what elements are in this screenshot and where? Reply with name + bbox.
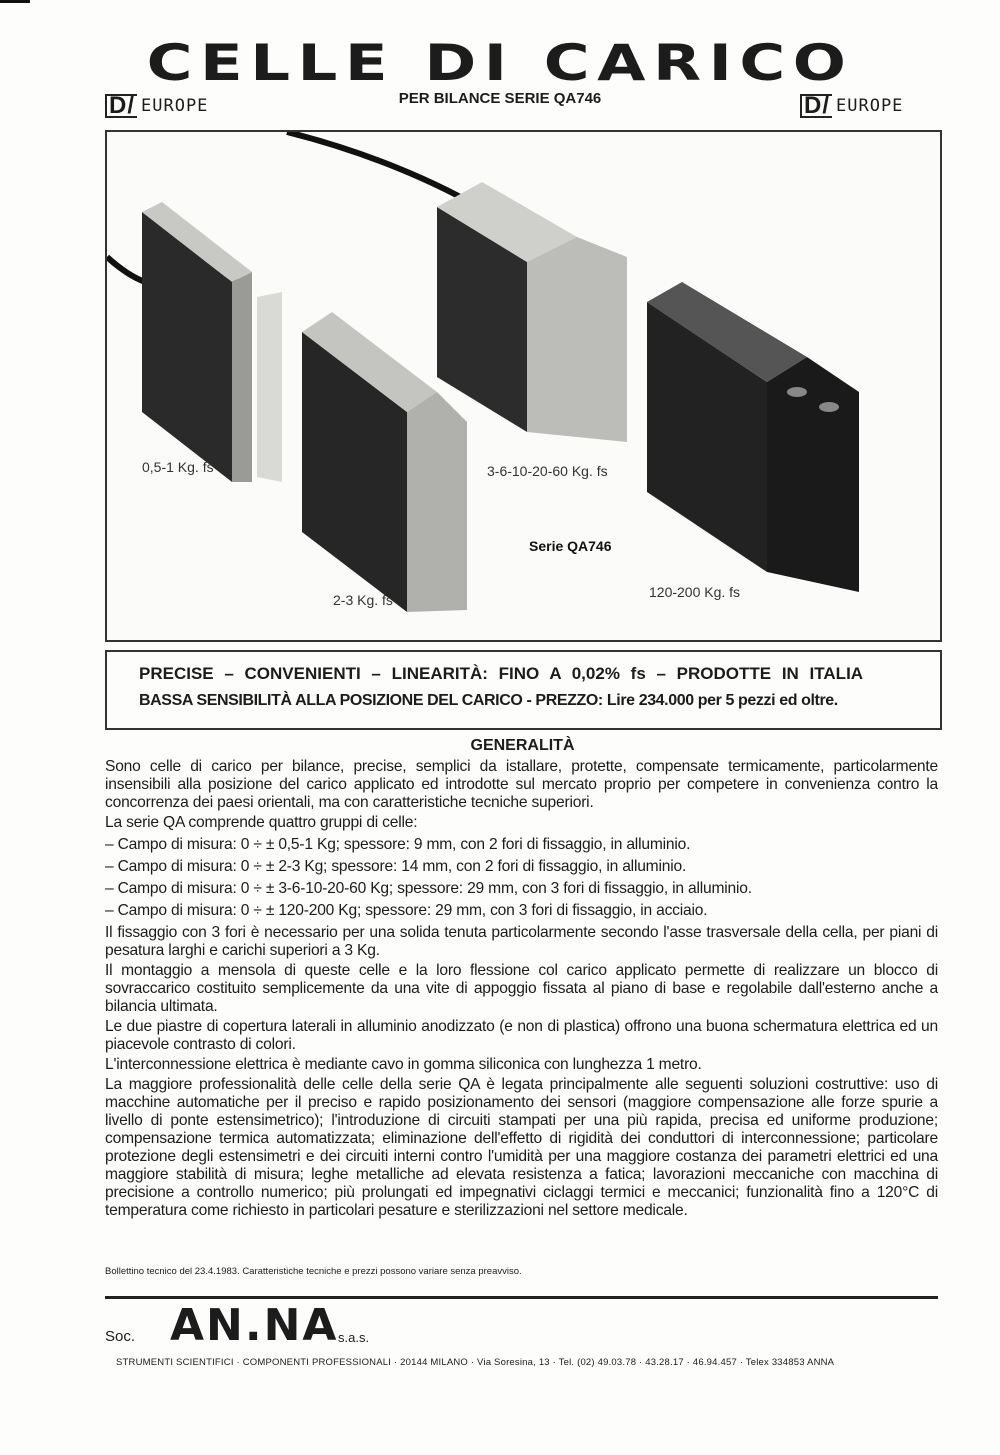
banner-line-1: PRECISE – CONVENIENTI – LINEARITÀ: FINO A 0,02% fs – PRODOTTE IN ITALIA [139, 664, 864, 683]
scan-edge [0, 0, 30, 3]
load-cell-small [142, 202, 282, 482]
page-title: CELLE DI CARICO [146, 34, 854, 92]
product-photo [105, 130, 942, 642]
label-large-cell: 3-6-10-20-60 Kg. fs [487, 463, 608, 479]
load-cell-large [437, 182, 627, 442]
paragraph: Le due piastre di copertura laterali in alluminio anodizzato (e non di plastica) offrono una buona schermatura elettrica ed un piacevole contrasto di colori. [105, 1018, 938, 1053]
logo-right [800, 94, 903, 118]
label-small-cell: 0,5-1 Kg. fs [142, 459, 214, 475]
footer-soc: Soc. [105, 1328, 136, 1345]
label-series: Serie QA746 [529, 538, 612, 554]
label-steel-cell: 120-200 Kg. fs [649, 584, 741, 600]
company-suffix: s.a.s. [338, 1330, 370, 1345]
company-address: STRUMENTI SCIENTIFICI · COMPONENTI PROFESSIONALI · 20144 MILANO · Via Soresina, 13 · Tel. (02) 49.03.78 · 43.28.17 · 46.94.457 · Telex 334853 ANNA [116, 1357, 835, 1368]
logo-mark: D/ [105, 94, 137, 118]
logo-text: EUROPE [141, 96, 209, 116]
company-logo: AN.NA [170, 1300, 339, 1351]
divider [105, 1296, 938, 1299]
body-text [105, 758, 938, 1222]
logo-mark: D/ [800, 94, 832, 118]
intro-paragraph: Sono celle di carico per bilance, precise, semplici da istallare, protette, compensate termicamente, particolarmente insensibili alla posizione del carico applicato ed introdotte sul mercato proprio per competere in convenienza contro la concorrenza dei paesi orientali, ma con caratteristiche tecniche superiori. [105, 758, 938, 811]
label-medium-cell: 2-3 Kg. fs [333, 592, 393, 608]
groups-intro: La serie QA comprende quattro gruppi di celle: [105, 814, 418, 831]
banner-line-2: BASSA SENSIBILITÀ ALLA POSIZIONE DEL CARICO - PREZZO: Lire 234.000 per 5 pezzi ed oltre. [139, 692, 838, 709]
group-item: – Campo di misura: 0 ÷ ± 3-6-10-20-60 Kg; spessore: 29 mm, con 3 fori di fissaggio, in alluminio. [105, 880, 752, 897]
group-item: – Campo di misura: 0 ÷ ± 120-200 Kg; spessore: 29 mm, con 3 fori di fissaggio, in acciaio. [105, 902, 708, 919]
bulletin-note: Bollettino tecnico del 23.4.1983. Caratteristiche tecniche e prezzi possono variare senza preavviso. [105, 1266, 522, 1277]
group-item: – Campo di misura: 0 ÷ ± 2-3 Kg; spessore: 14 mm, con 2 fori di fissaggio, in alluminio. [105, 858, 687, 875]
load-cells-illustration [107, 132, 940, 640]
subtitle: PER BILANCE SERIE QA746 [398, 90, 602, 107]
paragraph: Il fissaggio con 3 fori è necessario per una solida tenuta particolarmente secondo l'asse trasversale della cella, per piani di pesatura larghi e carichi superiori a 3 Kg. [105, 924, 938, 959]
group-item: – Campo di misura: 0 ÷ ± 0,5-1 Kg; spessore: 9 mm, con 2 fori di fissaggio, in alluminio. [105, 836, 691, 853]
logo-text: EUROPE [836, 96, 904, 116]
load-cell-steel [647, 282, 859, 592]
section-heading: GENERALITÀ [470, 737, 575, 754]
paragraph: La maggiore professionalità delle celle della serie QA è legata principalmente alle seguenti soluzioni costruttive: uso di macchine automatiche per il preciso e rapido posizionamento dei sensori (maggiore compensazione alle forze spurie a livello di ponte estensimetrico); l'introduzione di circuiti stampati per una più rapida, precisa ed uniforme produzione; compensazione termica automatizzata; eliminazione dell'effetto di rigidità dei conduttori di interconnessione; particolare protezione degli estensimetri e dei circuiti interni contro l'umidità per una maggiore costanza dei parametri elettrici ed una maggiore stabilità di misura; leghe metalliche ad elevata resistenza a fatica; lavorazioni meccaniche con macchina di precisione a controllo numerico; più prolungati ed impegnativi ciclaggi termici e meccanici; funzionalità fino a 120°C di temperatura come richiesto in particolari pesature e sterilizzazioni nel settore medicale. [105, 1076, 938, 1219]
features-banner [105, 650, 942, 730]
paragraph: Il montaggio a mensola di queste celle e la loro flessione col carico applicato permette di realizzare un blocco di sovraccarico costituito semplicemente da una vite di appoggio fissata al piano di base e regolabile dall'esterno anche a bilancia ultimata. [105, 962, 938, 1015]
paragraph: L'interconnessione elettrica è mediante cavo in gomma siliconica con lunghezza 1 metro. [105, 1056, 702, 1073]
